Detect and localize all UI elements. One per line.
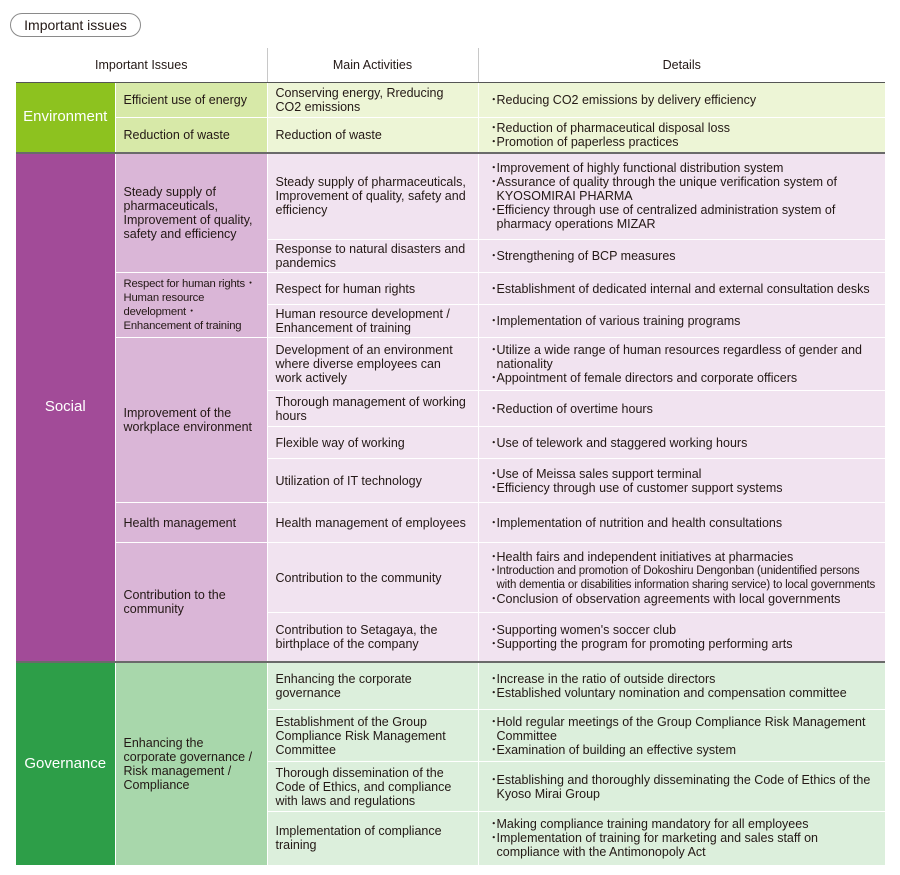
activity-cell: Implementation of compliance training	[267, 812, 478, 865]
activity-cell: Steady supply of pharmaceuticals, Improvement of quality, safety and efficiency	[267, 153, 478, 240]
table-header-row	[16, 48, 885, 83]
detail-item: ・ Utilize a wide range of human resources regardless of gender and nationality	[488, 343, 878, 371]
detail-item: ・ Reduction of pharmaceutical disposal loss	[488, 121, 878, 135]
detail-item: ・ Implementation of various training programs	[488, 314, 878, 328]
category-environment: Environment	[16, 83, 115, 153]
detail-item: ・ Increase in the ratio of outside directors	[488, 672, 878, 686]
detail-item: ・ Reducing CO2 emissions by delivery efficiency	[488, 93, 878, 107]
activity-cell: Establishment of the Group Compliance Risk Management Committee	[267, 710, 478, 762]
table-row	[16, 662, 885, 710]
activity-cell: Flexible way of working	[267, 427, 478, 459]
details-cell	[478, 240, 885, 273]
activity-cell: Respect for human rights	[267, 273, 478, 305]
table-row	[16, 543, 885, 613]
detail-item: ・ Promotion of paperless practices	[488, 135, 878, 149]
issue-cell: Respect for human rights・Human resource development・Enhancement of training	[115, 273, 267, 338]
detail-item: ・ Conclusion of observation agreements with local governments	[488, 592, 878, 606]
details-cell	[478, 153, 885, 240]
detail-item: ・ Supporting the program for promoting performing arts	[488, 637, 878, 651]
activity-cell: Reduction of waste	[267, 118, 478, 153]
detail-item: ・ Use of telework and staggered working hours	[488, 436, 878, 450]
detail-item: ・ Established voluntary nomination and compensation committee	[488, 686, 878, 700]
detail-item: ・ Introduction and promotion of Dokoshiru Dengonban (unidentified persons with dementia or disabilities information sharing service) to local governments	[488, 564, 878, 592]
category-governance: Governance	[16, 662, 115, 865]
section-label: Important issues	[10, 13, 141, 37]
details-cell	[478, 762, 885, 812]
activity-cell: Contribution to Setagaya, the birthplace of the company	[267, 613, 478, 662]
activity-cell: Contribution to the community	[267, 543, 478, 613]
details-cell	[478, 543, 885, 613]
issue-cell: Enhancing the corporate governance / Risk management / Compliance	[115, 662, 267, 865]
table-row	[16, 503, 885, 543]
issue-cell: Steady supply of pharmaceuticals, Improvement of quality, safety and efficiency	[115, 153, 267, 273]
details-cell	[478, 710, 885, 762]
detail-item: ・ Supporting women's soccer club	[488, 623, 878, 637]
issue-cell: Efficient use of energy	[115, 83, 267, 118]
detail-item: ・ Implementation of training for marketing and sales staff on compliance with the Antimonopoly Act	[488, 831, 878, 859]
details-cell	[478, 812, 885, 865]
details-cell	[478, 613, 885, 662]
issue-cell: Reduction of waste	[115, 118, 267, 153]
detail-item: ・ Health fairs and independent initiatives at pharmacies	[488, 550, 878, 564]
activity-cell: Human resource development / Enhancement of training	[267, 305, 478, 338]
detail-item: ・ Hold regular meetings of the Group Compliance Risk Management Committee	[488, 715, 878, 743]
category-social: Social	[16, 153, 115, 662]
table-row	[16, 338, 885, 391]
details-cell	[478, 503, 885, 543]
activity-cell: Response to natural disasters and pandemics	[267, 240, 478, 273]
activity-cell: Thorough dissemination of the Code of Ethics, and compliance with laws and regulations	[267, 762, 478, 812]
details-cell	[478, 273, 885, 305]
activity-cell: Development of an environment where diverse employees can work actively	[267, 338, 478, 391]
detail-item: ・ Strengthening of BCP measures	[488, 249, 878, 263]
detail-item: ・ Examination of building an effective system	[488, 743, 878, 757]
activity-cell: Conserving energy, Rreducing CO2 emissions	[267, 83, 478, 118]
detail-item: ・ Assurance of quality through the unique verification system of KYOSOMIRAI PHARMA	[488, 175, 878, 203]
activity-cell: Enhancing the corporate governance	[267, 662, 478, 710]
table-row	[16, 118, 885, 153]
detail-item: ・ Appointment of female directors and corporate officers	[488, 371, 878, 385]
activity-cell: Health management of employees	[267, 503, 478, 543]
header-important-issues: Important Issues	[16, 48, 267, 83]
header-details: Details	[478, 48, 885, 83]
issue-cell: Improvement of the workplace environment	[115, 338, 267, 503]
header-main-activities: Main Activities	[267, 48, 478, 83]
issue-cell: Contribution to the community	[115, 543, 267, 662]
details-cell	[478, 391, 885, 427]
details-cell	[478, 118, 885, 153]
details-cell	[478, 338, 885, 391]
activity-cell: Thorough management of working hours	[267, 391, 478, 427]
detail-item: ・ Efficiency through use of customer support systems	[488, 481, 878, 495]
details-cell	[478, 662, 885, 710]
details-cell	[478, 459, 885, 503]
detail-item: ・ Reduction of overtime hours	[488, 402, 878, 416]
detail-item: ・ Implementation of nutrition and health consultations	[488, 516, 878, 530]
detail-item: ・ Establishing and thoroughly disseminating the Code of Ethics of the Kyoso Mirai Group	[488, 773, 878, 801]
issue-cell: Health management	[115, 503, 267, 543]
important-issues-table	[16, 48, 885, 865]
table-row	[16, 153, 885, 240]
details-cell	[478, 83, 885, 118]
detail-item: ・ Use of Meissa sales support terminal	[488, 467, 878, 481]
detail-item: ・ Efficiency through use of centralized administration system of pharmacy operations MIZAR	[488, 203, 878, 231]
details-cell	[478, 427, 885, 459]
table-row	[16, 273, 885, 305]
details-cell	[478, 305, 885, 338]
detail-item: ・ Improvement of highly functional distribution system	[488, 161, 878, 175]
activity-cell: Utilization of IT technology	[267, 459, 478, 503]
table-row	[16, 83, 885, 118]
detail-item: ・ Making compliance training mandatory for all employees	[488, 817, 878, 831]
detail-item: ・ Establishment of dedicated internal and external consultation desks	[488, 282, 878, 296]
